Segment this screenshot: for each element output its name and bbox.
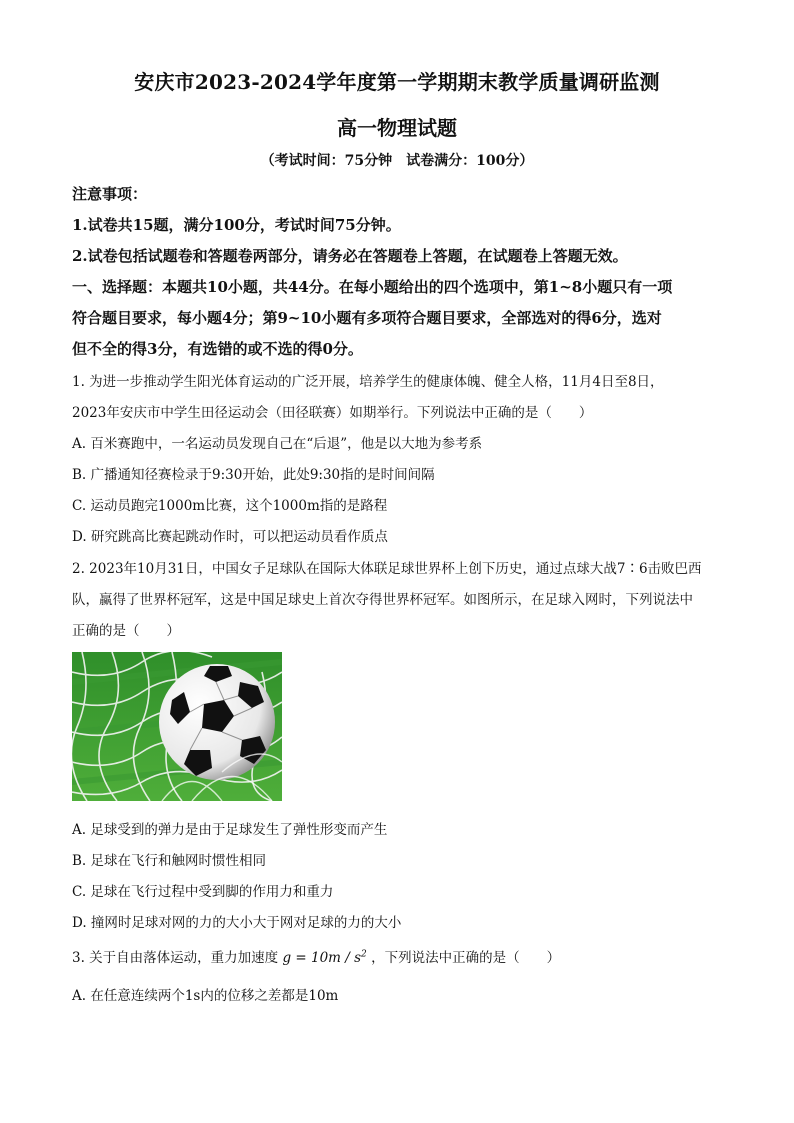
notice-item-1: 1.试卷共15题，满分100分，考试时间75分钟。 xyxy=(72,216,401,234)
q2-option-b: B. 足球在飞行和触网时惯性相同 xyxy=(72,853,267,869)
section-instructions-line-2: 符合题目要求，每小题4分；第9~10小题有多项符合题目要求，全部选对的得6分，选对 xyxy=(72,309,662,327)
q1-option-d: D. 研究跳高比赛起跳动作时，可以把运动员看作质点 xyxy=(72,529,388,545)
q3-stem-before: 3. 关于自由落体运动，重力加速度 xyxy=(72,950,279,966)
q2-stem-line-2: 队，赢得了世界杯冠军，这是中国足球史上首次夺得世界杯冠军。如图所示，在足球入网时，下列说法中 xyxy=(72,592,693,608)
q3-formula: $g = 10m / s^2$ xyxy=(282,949,367,966)
exam-info: （考试时间：75分钟 试卷满分：100分） xyxy=(260,153,534,169)
q3-option-a: A. 在任意连续两个1s内的位移之差都是10m xyxy=(72,988,339,1004)
notice-item-2: 2.试卷包括试题卷和答题卷两部分，请务必在答题卷上答题，在试题卷上答题无效。 xyxy=(72,247,628,265)
notice-heading: 注意事项： xyxy=(72,185,148,203)
q1-option-b: B. 广播通知径赛检录于9:30开始，此处9:30指的是时间间隔 xyxy=(72,467,435,483)
q3-stem xyxy=(72,946,732,966)
q2-option-d: D. 撞网时足球对网的力的大小大于网对足球的力的大小 xyxy=(72,915,402,931)
section-instructions-line-3: 但不全的得3分，有选错的或不选的得0分。 xyxy=(72,340,363,358)
exam-title: 安庆市2023-2024学年度第一学期期末教学质量调研监测 xyxy=(134,70,660,94)
q2-option-a: A. 足球受到的弹力是由于足球发生了弹性形变而产生 xyxy=(72,822,388,838)
q2-stem-line-3: 正确的是（ ） xyxy=(72,623,180,639)
q1-option-a: A. 百米赛跑中，一名运动员发现自己在“后退”，他是以大地为参考系 xyxy=(72,436,483,452)
q1-option-c: C. 运动员跑完1000m比赛，这个1000m指的是路程 xyxy=(72,498,388,514)
q2-stem-line-1: 2. 2023年10月31日，中国女子足球队在国际大体联足球世界杯上创下历史，通过点球大战7∶6击败巴西 xyxy=(72,561,702,577)
q1-stem-line-2: 2023年安庆市中学生田径运动会（田径联赛）如期举行。下列说法中正确的是（ ） xyxy=(72,405,593,421)
section-instructions-line-1: 一、选择题：本题共10小题，共44分。在每小题给出的四个选项中，第1~8小题只有一项 xyxy=(72,278,673,296)
q2-option-c: C. 足球在飞行过程中受到脚的作用力和重力 xyxy=(72,884,334,900)
q3-stem-after: ，下列说法中正确的是（ ） xyxy=(371,950,561,966)
q1-stem-line-1: 1. 为进一步推动学生阳光体育运动的广泛开展，培养学生的健康体魄、健全人格，11月4日至8日， xyxy=(72,374,664,390)
exam-subtitle: 高一物理试题 xyxy=(337,116,457,140)
soccer-ball-photo xyxy=(72,652,282,801)
